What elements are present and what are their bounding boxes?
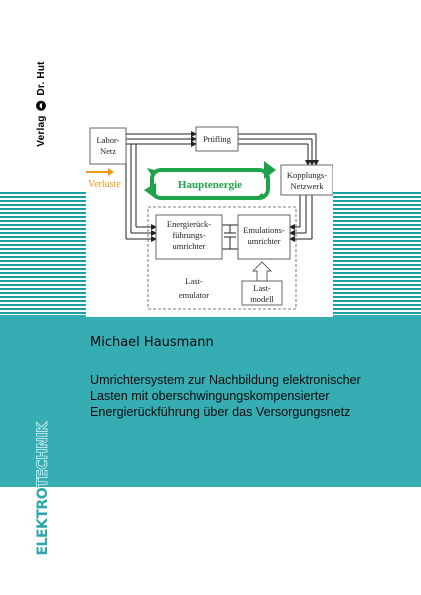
publisher-name-part1: Verlag (35, 115, 47, 147)
lastmodell-label-2: modell (250, 294, 274, 304)
lastemulator-label-2: emulator (178, 290, 210, 300)
title-line-1: Umrichtersystem zur Nachbildung elektronischer (90, 373, 361, 387)
kopplungs-label-1: Kopplungs- (286, 170, 328, 180)
author-name: Michael Hausmann (90, 335, 214, 350)
series-part1: ELEKTRO (35, 487, 51, 556)
energierueck-label-2: führungs- (172, 230, 206, 240)
title-line-2: Lasten mit oberschwingungskompensierter (90, 389, 330, 403)
verluste-label: Verluste (88, 179, 121, 190)
series-part2: TECHNIK (35, 421, 51, 488)
energierueck-label-3: umrichter (172, 241, 206, 251)
publisher-logo-icon (35, 99, 47, 111)
lastmodell-label-1: Last- (253, 283, 271, 293)
pruefling-label: Prüfling (203, 134, 231, 144)
emulations-label-1: Emulations- (243, 225, 285, 235)
title-line-3: Energierückführung über das Versorgungsnetz (90, 405, 351, 419)
book-title (90, 372, 410, 420)
kopplungs-label-2: Netzwerk (290, 181, 324, 191)
block-diagram (86, 121, 333, 317)
decorative-stripes-left (0, 192, 86, 315)
labor-netz-label-2: Netz (99, 146, 117, 156)
hauptenergie-label: Hauptenergie (177, 179, 243, 191)
labor-netz-label-1: Labor- (96, 135, 120, 145)
series-label (28, 421, 58, 556)
lastemulator-label-1: Last- (185, 276, 203, 286)
emulations-label-2: umrichter (247, 236, 281, 246)
decorative-stripes-right (333, 192, 421, 315)
energierueck-label-1: Energierück- (166, 219, 212, 229)
publisher-name-part2: Dr. Hut (35, 61, 47, 96)
publisher-logo (26, 44, 56, 164)
